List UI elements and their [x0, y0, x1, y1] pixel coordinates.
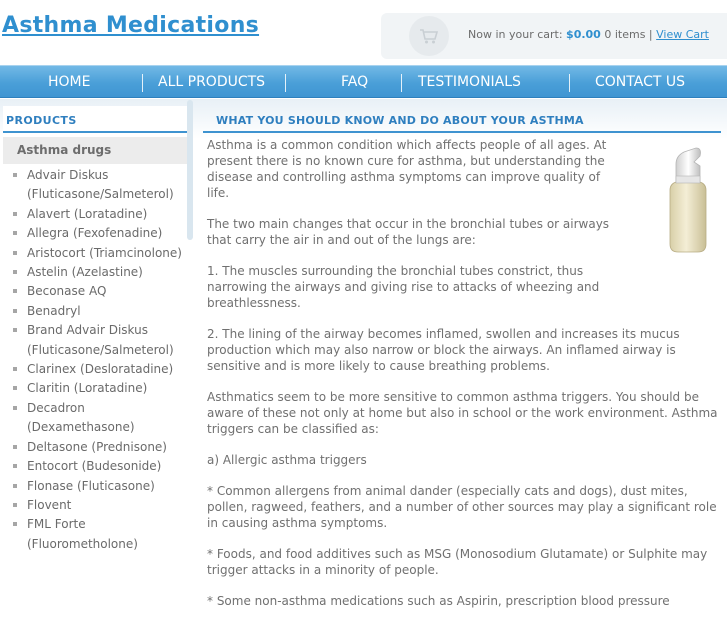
product-link[interactable]: Astelin (Azelastine) — [3, 263, 187, 282]
bullet-icon — [13, 445, 17, 449]
view-cart-link[interactable]: View Cart — [656, 28, 709, 41]
bullet-icon — [13, 251, 17, 255]
bullet-icon — [13, 270, 17, 274]
product-link[interactable]: Claritin (Loratadine) — [3, 379, 187, 398]
article-paragraph: * Common allergens from animal dander (especially cats and dogs), dust mites, pollen, ragweed, feathers, and a number of other sources may play a significant role in causing asthma symptoms. — [207, 484, 717, 530]
article-body — [207, 137, 719, 624]
bullet-icon — [13, 173, 17, 177]
cart-item-count: 0 items | — [604, 28, 653, 41]
bullet-icon — [13, 464, 17, 468]
article-paragraph: The two main changes that occur in the bronchial tubes or airways that carry the air in and out of the lungs are: — [207, 217, 610, 247]
cart-amount: $0.00 — [566, 28, 601, 41]
product-link[interactable]: Clarinex (Desloratadine) — [3, 360, 187, 379]
article-divider — [203, 131, 721, 133]
article-paragraph: Asthmatics seem to be more sensitive to common asthma triggers. You should be aware of these not only at home but also in school or the work environment. Asthma triggers can be classified as: — [207, 390, 718, 436]
products-sidebar — [3, 106, 187, 551]
bullet-icon — [13, 231, 17, 235]
bullet-icon — [13, 328, 17, 332]
sidebar-heading: PRODUCTS — [6, 114, 77, 127]
article-paragraph: a) Allergic asthma triggers — [207, 453, 367, 467]
shopping-cart-icon — [409, 16, 449, 56]
sidebar-divider — [3, 131, 187, 133]
product-link[interactable]: Flonase (Fluticasone) — [3, 477, 187, 496]
product-link[interactable]: Advair Diskus (Fluticasone/Salmeterol) — [3, 166, 187, 205]
product-link[interactable]: Entocort (Budesonide) — [3, 457, 187, 476]
product-link[interactable]: FML Forte (Fluorometholone) — [3, 515, 187, 554]
article-paragraph: 1. The muscles surrounding the bronchial tubes constrict, thus narrowing the airways and giving rise to attacks of wheezing and breathlessness. — [207, 264, 600, 310]
product-link[interactable]: Allegra (Fexofenadine) — [3, 224, 187, 243]
bullet-icon — [13, 289, 17, 293]
sidebar-category[interactable]: Asthma drugs — [3, 137, 187, 164]
bullet-icon — [13, 522, 17, 526]
site-title-link[interactable]: Asthma Medications — [2, 13, 260, 38]
article-paragraph: 2. The lining of the airway becomes inflamed, swollen and increases its mucus production which may also narrow or block the airways. An inflamed airway is sensitive and is more likely to cause breathing problems. — [207, 327, 680, 373]
product-link[interactable]: Beconase AQ — [3, 282, 187, 301]
nav-separator — [142, 74, 143, 92]
nav-testimonials[interactable]: TESTIMONIALS — [418, 74, 521, 90]
nav-contact-us[interactable]: CONTACT US — [595, 74, 685, 90]
cart-status-text — [468, 28, 709, 41]
cart-prefix: Now in your cart: — [468, 28, 563, 41]
product-link[interactable]: Benadryl — [3, 302, 187, 321]
product-link[interactable]: Brand Advair Diskus (Fluticasone/Salmeterol) — [3, 321, 187, 360]
sidebar-scrollbar[interactable] — [187, 100, 193, 240]
nav-all-products[interactable]: ALL PRODUCTS — [158, 74, 266, 90]
bullet-icon — [13, 503, 17, 507]
bullet-icon — [13, 406, 17, 410]
bullet-icon — [13, 309, 17, 313]
bullet-icon — [13, 367, 17, 371]
article-paragraph: Asthma is a common condition which affects people of all ages. At present there is no known cure for asthma, but understanding the disease and controlling asthma symptoms can improve quality of life. — [207, 138, 607, 200]
cart-summary — [381, 13, 727, 59]
product-link[interactable]: Aristocort (Triamcinolone) — [3, 244, 187, 263]
bullet-icon — [13, 386, 17, 390]
nav-faq[interactable]: FAQ — [341, 74, 369, 90]
main-navigation — [0, 65, 727, 98]
bullet-icon — [13, 484, 17, 488]
product-link[interactable]: Alavert (Loratadine) — [3, 205, 187, 224]
product-list — [3, 166, 187, 554]
nav-separator — [401, 74, 402, 92]
nav-separator — [569, 74, 570, 92]
nav-separator — [285, 74, 286, 92]
product-link[interactable]: Flovent — [3, 496, 187, 515]
article-paragraph: * Foods, and food additives such as MSG (Monosodium Glutamate) or Sulphite may trigger attacks in a minority of people. — [207, 547, 708, 577]
article-paragraph: * Some non-asthma medications such as Aspirin, prescription blood pressure — [207, 594, 670, 608]
nav-home[interactable]: HOME — [48, 74, 91, 90]
product-link[interactable]: Deltasone (Prednisone) — [3, 438, 187, 457]
inhaler-image — [660, 146, 715, 256]
article-heading: WHAT YOU SHOULD KNOW AND DO ABOUT YOUR ASTHMA — [216, 114, 584, 127]
product-link[interactable]: Decadron (Dexamethasone) — [3, 399, 187, 438]
bullet-icon — [13, 212, 17, 216]
